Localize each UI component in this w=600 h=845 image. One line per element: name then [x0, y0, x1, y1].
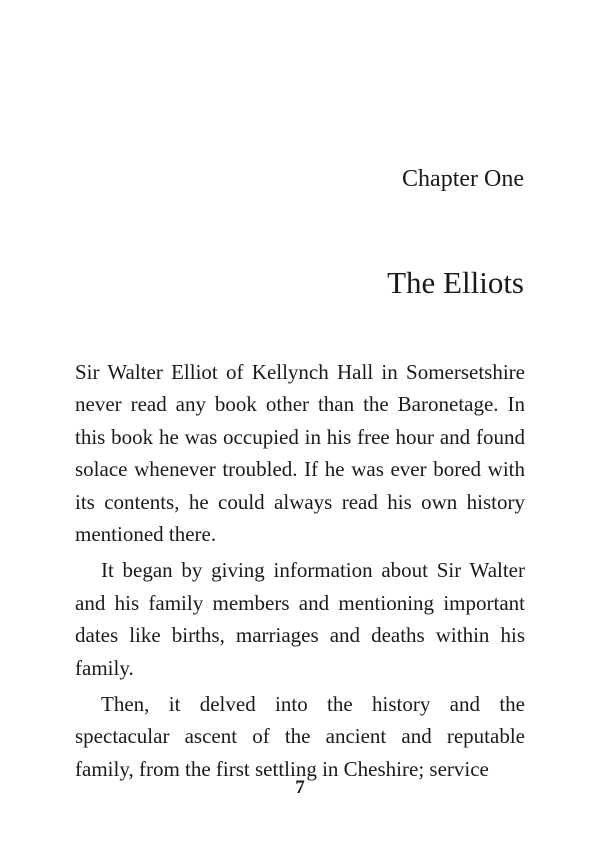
paragraph-2: It began by giving information about Sir Walter and his family members and mentioning important dates like births, marriages and deaths within his family. — [75, 558, 525, 680]
paragraph-1: Sir Walter Elliot of Kellynch Hall in Somersetshire never read any book other than the Baronetage. In this book he was occupied in his free hour and found solace whenever troubled. If he was ever bored with its contents, he could always read his own history mentioned there. — [75, 360, 525, 547]
paragraph-3: Then, it delved into the history and the spectacular ascent of the ancient and reputable family, from the first settling in Cheshire; service — [75, 692, 525, 781]
chapter-label: Chapter One — [402, 166, 524, 192]
body-text — [75, 356, 525, 789]
chapter-title: The Elliots — [387, 265, 524, 300]
page-number: 7 — [295, 777, 305, 798]
